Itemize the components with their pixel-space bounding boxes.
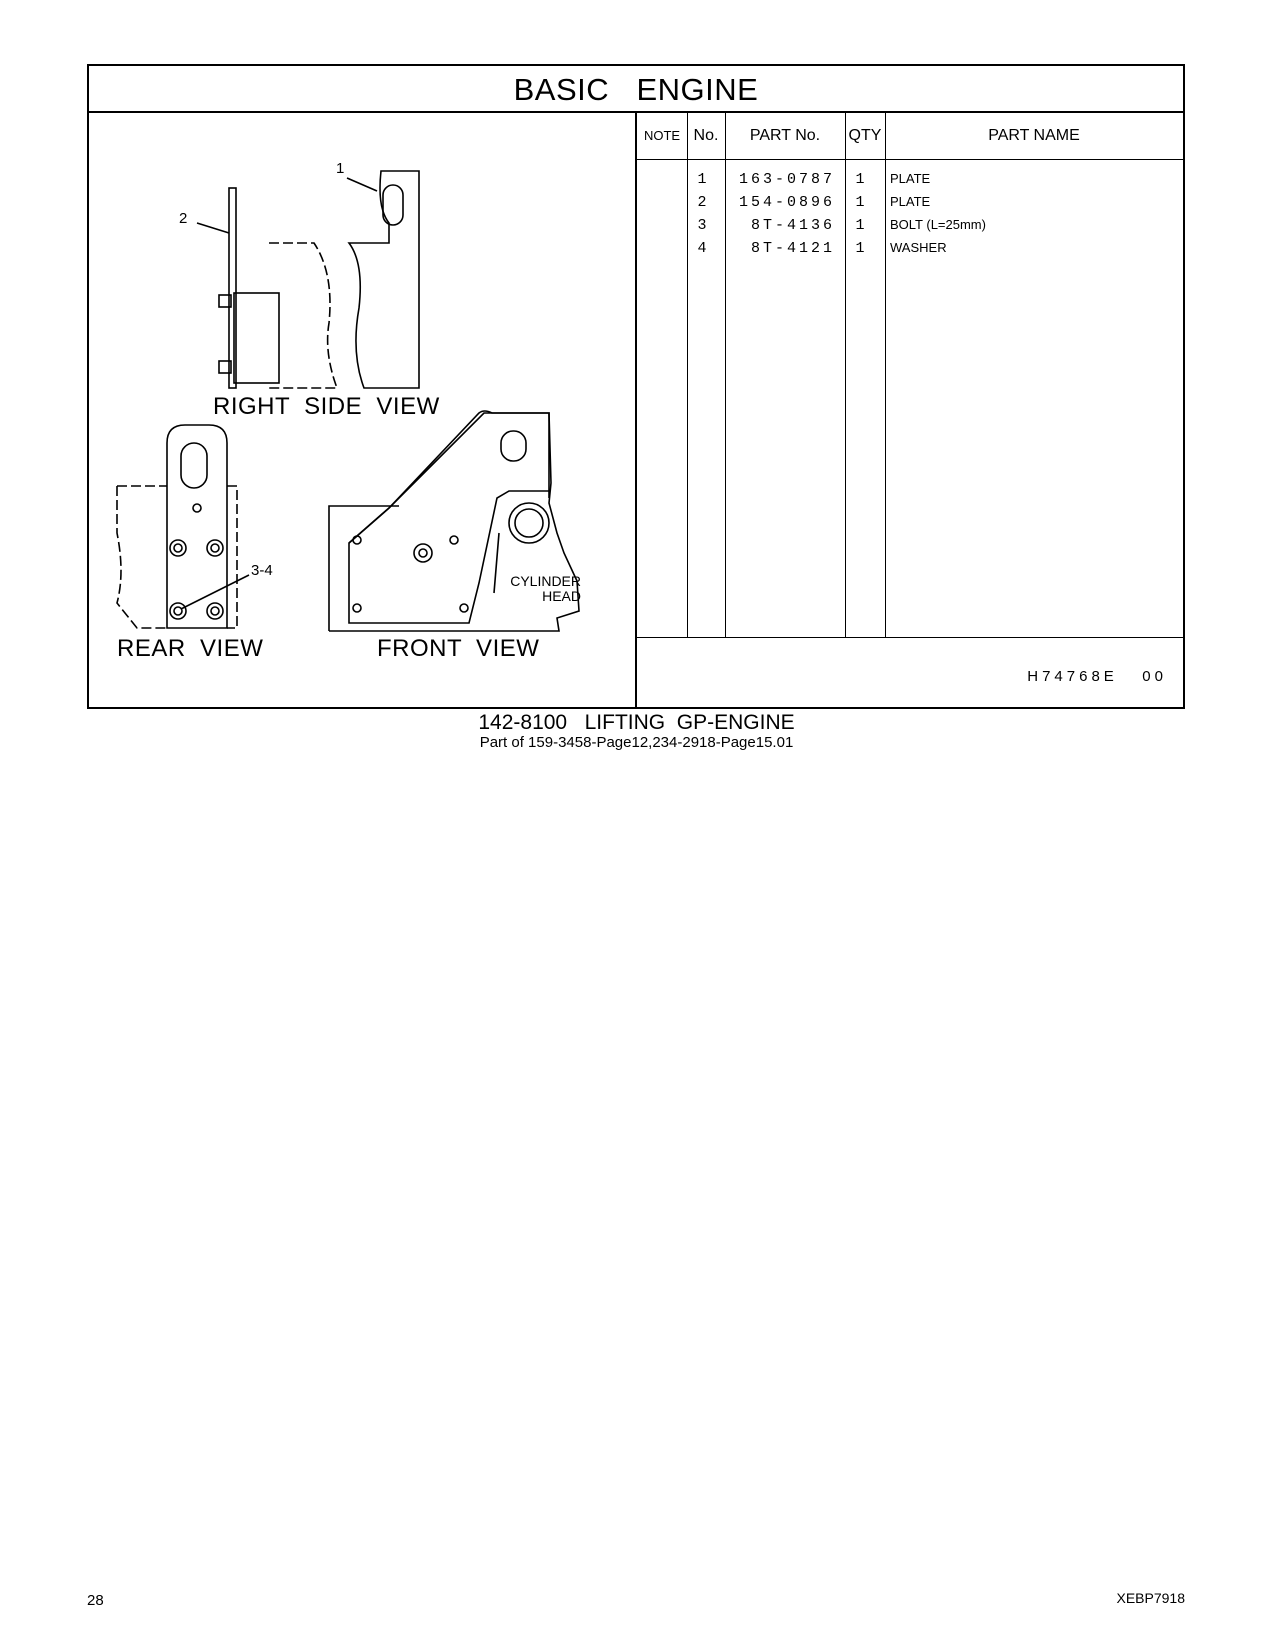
section-title: BASIC ENGINE bbox=[89, 66, 1183, 113]
exploded-illustration bbox=[89, 113, 637, 707]
group-caption: 142-8100 LIFTING GP-ENGINE bbox=[478, 711, 795, 734]
header-part-no: PART No. bbox=[749, 127, 821, 144]
drawing-id: H74768E 00 bbox=[1027, 668, 1167, 685]
page-number: 28 bbox=[87, 1592, 104, 1609]
header-part-name: PART NAME bbox=[988, 127, 1080, 144]
table-row bbox=[637, 217, 1183, 240]
part-name: BOLT (L=25mm) bbox=[890, 217, 986, 232]
part-number: 154-0896 bbox=[738, 194, 835, 211]
callout-3-4: 3-4 bbox=[251, 562, 273, 579]
quantity: 1 bbox=[855, 240, 865, 257]
callout-2: 2 bbox=[179, 210, 188, 227]
part-name: PLATE bbox=[890, 194, 931, 209]
callout-1: 1 bbox=[336, 160, 345, 177]
part-name: WASHER bbox=[890, 240, 947, 255]
rear-view-drawing bbox=[117, 425, 249, 628]
quantity: 1 bbox=[855, 171, 865, 188]
parts-list-table bbox=[637, 113, 1183, 707]
cylinder-label-line2: HEAD bbox=[542, 588, 581, 604]
item-number: 2 bbox=[697, 194, 707, 211]
group-subcaption: Part of 159-3458-Page12,234-2918-Page15.01 bbox=[479, 734, 794, 751]
cylinder-head-label bbox=[491, 574, 581, 604]
part-name: PLATE bbox=[890, 171, 931, 186]
right-side-view-label: RIGHT SIDE VIEW bbox=[213, 393, 440, 420]
quantity: 1 bbox=[855, 217, 865, 234]
header-no: No. bbox=[693, 127, 719, 144]
table-row bbox=[637, 240, 1183, 263]
table-row bbox=[637, 194, 1183, 217]
part-number: 8T-4136 bbox=[750, 217, 835, 234]
part-number: 163-0787 bbox=[738, 171, 835, 188]
parts-page-frame bbox=[87, 64, 1185, 709]
item-number: 3 bbox=[697, 217, 707, 234]
cylinder-label-line1: CYLINDER bbox=[510, 573, 581, 589]
right-side-view-drawing bbox=[197, 171, 419, 388]
table-row bbox=[637, 171, 1183, 194]
item-number: 4 bbox=[697, 240, 707, 257]
part-number: 8T-4121 bbox=[750, 240, 835, 257]
document-code: XEBP7918 bbox=[1116, 1590, 1185, 1606]
front-view-label: FRONT VIEW bbox=[377, 635, 540, 662]
rear-view-label: REAR VIEW bbox=[117, 635, 264, 662]
item-number: 1 bbox=[697, 171, 707, 188]
header-qty: QTY bbox=[848, 127, 882, 144]
quantity: 1 bbox=[855, 194, 865, 211]
header-note: NOTE bbox=[643, 128, 681, 143]
